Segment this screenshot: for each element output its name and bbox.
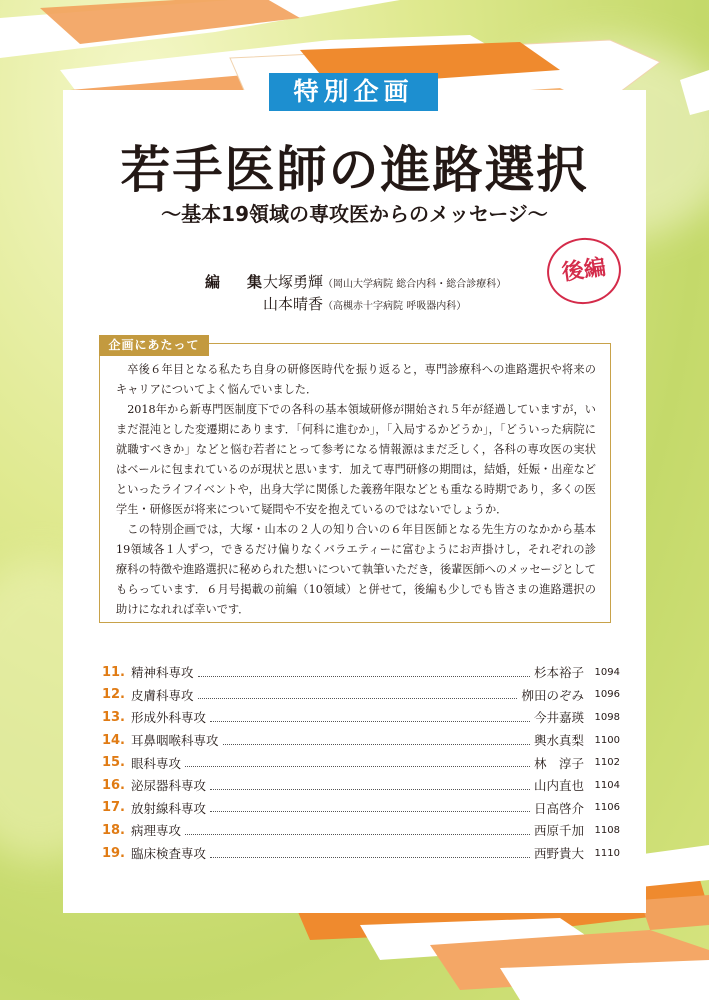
page-title: 若手医師の進路選択 — [120, 141, 589, 199]
toc-author: 林 淳子 — [533, 755, 584, 771]
page-subtitle: 〜基本19領域の専攻医からのメッセージ〜 — [161, 202, 548, 226]
toc-number: 11. — [101, 664, 125, 680]
toc-row[interactable] — [95, 819, 620, 842]
toc-row[interactable] — [95, 684, 620, 707]
editor-name: 山本晴香 — [263, 295, 324, 313]
toc-page: 1102 — [594, 757, 620, 769]
toc-row[interactable] — [95, 774, 620, 797]
intro-paragraph: 卒後６年目となる私たち自身の研修医時代を振り返ると，専門診療科への進路選択や将来のキャリアについてよく悩んでいました． — [116, 363, 596, 396]
toc-title: 臨床検査専攻 — [131, 846, 207, 862]
toc-title: 耳鼻咽喉科専攻 — [131, 733, 219, 749]
toc-number: 18. — [101, 822, 125, 838]
toc-title: 形成外科専攻 — [131, 710, 207, 726]
toc-number: 14. — [101, 732, 125, 748]
toc-leader — [185, 758, 530, 767]
toc-leader — [210, 713, 530, 722]
toc-page: 1100 — [594, 734, 620, 746]
toc-author: 山内直也 — [533, 778, 584, 794]
toc-row[interactable] — [95, 797, 620, 820]
editor-row — [205, 293, 506, 315]
intro-paragraph: この特別企画では，大塚・山本の２人の知り合いの６年目医師となる先生方のなかから基本19領域各１人ずつ，できるだけ偏りなくバラエティーに富むようにお声掛けし，それぞれの診療科の特徴や進路選択に秘められた想いについて執筆いただき，後輩医師へのメッセージとしてもらっています．６月号掲載の前編（10領域）と併せて，後編も少しでも皆さまの進路選択の助けになれれば幸いです． — [116, 523, 596, 616]
toc-author: 栁田のぞみ — [521, 687, 584, 703]
toc-author: 西野貴大 — [533, 846, 584, 862]
toc-row[interactable] — [95, 661, 620, 684]
toc-title: 病理専攻 — [131, 823, 182, 839]
toc-leader — [210, 803, 530, 812]
toc-number: 16. — [101, 777, 125, 793]
toc-row[interactable] — [95, 729, 620, 752]
table-of-contents — [95, 661, 620, 864]
intro-label: 企画にあたって — [99, 335, 209, 356]
toc-title: 放射線科専攻 — [131, 800, 207, 816]
toc-leader — [185, 826, 530, 835]
intro-text — [116, 360, 596, 620]
toc-number: 15. — [101, 755, 125, 771]
toc-leader — [210, 781, 530, 790]
toc-page: 1094 — [594, 666, 620, 678]
editor-affiliation: （岡山大学病院 総合内科・総合診療科） — [323, 279, 507, 290]
toc-title: 皮膚科専攻 — [131, 687, 194, 703]
toc-leader — [223, 736, 530, 745]
toc-page: 1106 — [594, 802, 620, 814]
toc-title: 精神科専攻 — [131, 665, 194, 681]
toc-author: 杉本裕子 — [533, 665, 584, 681]
toc-number: 12. — [101, 687, 125, 703]
editors-label: 編 集 — [205, 273, 269, 291]
toc-page: 1104 — [594, 779, 620, 791]
toc-page: 1096 — [594, 689, 620, 701]
toc-page: 1108 — [594, 824, 620, 836]
special-feature-badge: 特別企画 — [269, 73, 438, 111]
toc-number: 17. — [101, 800, 125, 816]
second-part-stamp: 後編 — [543, 233, 625, 309]
toc-row[interactable] — [95, 751, 620, 774]
toc-leader — [210, 849, 530, 858]
toc-number: 19. — [101, 845, 125, 861]
toc-author: 輿水真梨 — [533, 733, 584, 749]
toc-author: 日高啓介 — [533, 800, 584, 816]
intro-paragraph: 2018年から新専門医制度下での各科の基本領域研修が開始され５年が経過していますが，いまだ混沌とした変遷期にあります．「何科に進むか」，「入局するかどうか」，「どういった病院に就職すべきか」などと悩む若者にとって参考になる情報源はまだ乏しく，各科の専攻医の実状はベールに包まれているのが現状と思います．加えて専門研修の期間は，結婚，妊娠・出産などといったライフイベントや，出身大学に関係した義務年限などとも重なる時期であり，多くの医学生・研修医が将来について疑問や不安を抱えているのではないでしょうか． — [116, 403, 596, 516]
toc-author: 西原千加 — [533, 823, 584, 839]
toc-leader — [198, 668, 530, 677]
toc-row[interactable] — [95, 842, 620, 865]
editor-name: 大塚勇輝 — [263, 273, 324, 291]
toc-page: 1110 — [594, 847, 620, 859]
toc-leader — [198, 690, 518, 699]
editor-row — [205, 271, 506, 293]
toc-row[interactable] — [95, 706, 620, 729]
editors-block — [205, 271, 506, 315]
toc-title: 眼科専攻 — [131, 755, 182, 771]
toc-title: 泌尿器科専攻 — [131, 778, 207, 794]
toc-author: 今井嘉瑛 — [533, 710, 584, 726]
toc-page: 1098 — [594, 711, 620, 723]
toc-number: 13. — [101, 709, 125, 725]
editor-affiliation: （高槻赤十字病院 呼吸器内科） — [323, 301, 467, 312]
